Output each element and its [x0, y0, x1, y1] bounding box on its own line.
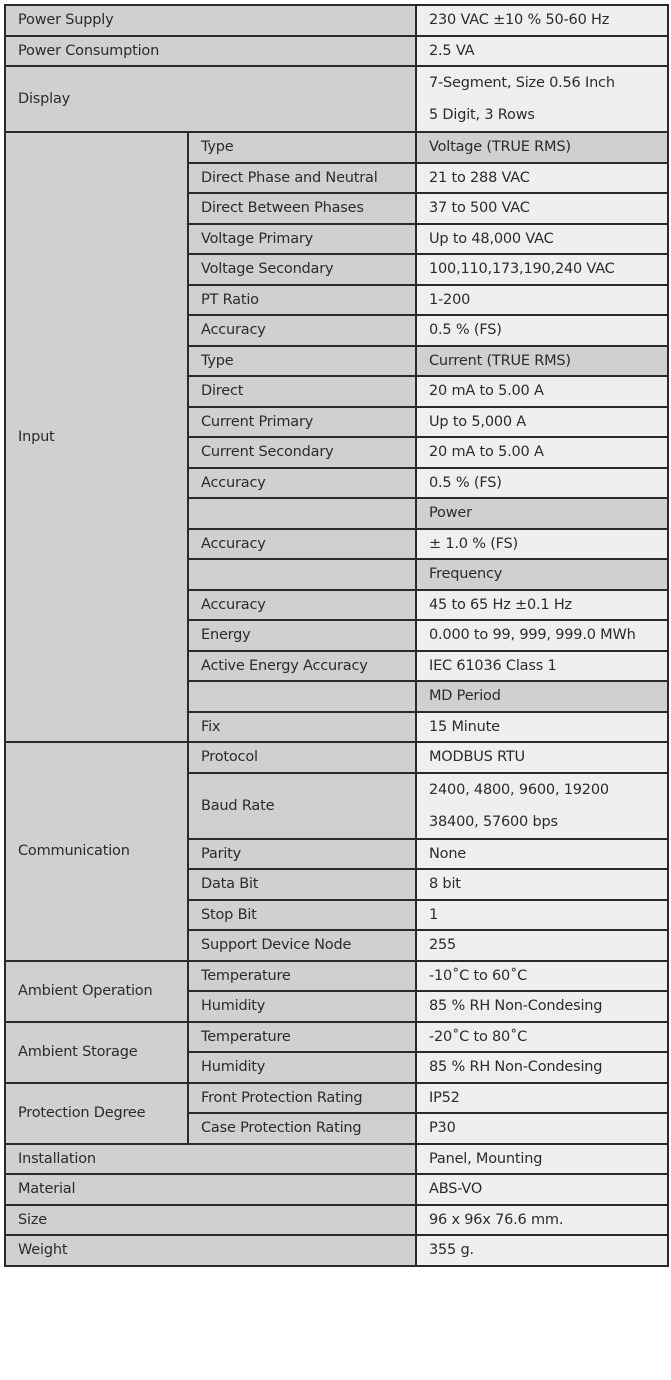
spec-sub-label: Direct [188, 376, 416, 407]
spec-value [416, 66, 668, 132]
spec-sub-label: Data Bit [188, 869, 416, 900]
spec-row-material [5, 1174, 668, 1205]
spec-row-power-consumption [5, 36, 668, 67]
spec-sub-label: Direct Between Phases [188, 193, 416, 224]
spec-sub-label: Humidity [188, 991, 416, 1022]
spec-value: 8 bit [416, 869, 668, 900]
spec-sub-label: Accuracy [188, 529, 416, 560]
spec-value: 15 Minute [416, 712, 668, 743]
spec-value-line: 2400, 4800, 9600, 19200 [429, 781, 609, 798]
spec-value-line: 7-Segment, Size 0.56 Inch [429, 75, 615, 91]
spec-sub-label: Parity [188, 839, 416, 870]
spec-sub-label: Active Energy Accuracy [188, 651, 416, 682]
spec-sub-label: Front Protection Rating [188, 1083, 416, 1114]
spec-section-header: Frequency [416, 559, 668, 590]
spec-value: 96 x 96x 76.6 mm. [416, 1205, 668, 1236]
spec-value: IP52 [416, 1083, 668, 1114]
spec-value: 20 mA to 5.00 A [416, 376, 668, 407]
spec-sub-label: PT Ratio [188, 285, 416, 316]
spec-sub-label: Voltage Secondary [188, 254, 416, 285]
spec-value-line: 38400, 57600 bps [429, 813, 558, 830]
spec-value: -20˚C to 80˚C [416, 1022, 668, 1053]
spec-value: 1 [416, 900, 668, 931]
spec-row-installation [5, 1144, 668, 1175]
spec-value [416, 773, 668, 839]
spec-label: Installation [5, 1144, 416, 1175]
spec-value: 85 % RH Non-Condesing [416, 991, 668, 1022]
spec-sub-label: Current Secondary [188, 437, 416, 468]
spec-value: P30 [416, 1113, 668, 1144]
spec-sub-label: Accuracy [188, 315, 416, 346]
spec-sub-label: Energy [188, 620, 416, 651]
spec-sub-label: Baud Rate [188, 773, 416, 839]
spec-label: Material [5, 1174, 416, 1205]
spec-value: IEC 61036 Class 1 [416, 651, 668, 682]
spec-value: 37 to 500 VAC [416, 193, 668, 224]
specification-table [4, 4, 669, 1267]
spec-group-label: Input [5, 132, 188, 742]
spec-sub-label: Type [188, 346, 416, 377]
spec-sub-label: Fix [188, 712, 416, 743]
spec-row-size [5, 1205, 668, 1236]
spec-sub-label: Accuracy [188, 590, 416, 621]
spec-group-ambient-operation-row [5, 961, 668, 992]
spec-label: Power Consumption [5, 36, 416, 67]
spec-sub-label: Type [188, 132, 416, 163]
spec-sub-label [188, 498, 416, 529]
spec-value: None [416, 839, 668, 870]
spec-value: Up to 48,000 VAC [416, 224, 668, 255]
spec-sub-label: Stop Bit [188, 900, 416, 931]
spec-group-label: Communication [5, 742, 188, 961]
spec-value-line: 5 Digit, 3 Rows [429, 107, 535, 123]
spec-sub-label: Support Device Node [188, 930, 416, 961]
spec-value: 20 mA to 5.00 A [416, 437, 668, 468]
spec-value: 1-200 [416, 285, 668, 316]
spec-value: 21 to 288 VAC [416, 163, 668, 194]
spec-sub-label: Temperature [188, 961, 416, 992]
spec-section-header: MD Period [416, 681, 668, 712]
spec-row-display [5, 66, 668, 132]
spec-sub-label [188, 559, 416, 590]
spec-row-power-supply [5, 5, 668, 36]
spec-value: 0.5 % (FS) [416, 315, 668, 346]
spec-value: ± 1.0 % (FS) [416, 529, 668, 560]
spec-value: ABS-VO [416, 1174, 668, 1205]
spec-group-label: Ambient Operation [5, 961, 188, 1022]
spec-value: 255 [416, 930, 668, 961]
spec-sub-label: Direct Phase and Neutral [188, 163, 416, 194]
spec-value: 230 VAC ±10 % 50-60 Hz [416, 5, 668, 36]
specification-table-body [5, 5, 668, 1266]
spec-value: 85 % RH Non-Condesing [416, 1052, 668, 1083]
spec-value: 0.5 % (FS) [416, 468, 668, 499]
spec-value: Up to 5,000 A [416, 407, 668, 438]
spec-group-protection-degree-row [5, 1083, 668, 1114]
spec-row-weight [5, 1235, 668, 1266]
spec-value: 2.5 VA [416, 36, 668, 67]
spec-value: 355 g. [416, 1235, 668, 1266]
spec-sub-label: Protocol [188, 742, 416, 773]
spec-value: MODBUS RTU [416, 742, 668, 773]
spec-group-ambient-storage-row [5, 1022, 668, 1053]
spec-label: Power Supply [5, 5, 416, 36]
spec-value: 45 to 65 Hz ±0.1 Hz [416, 590, 668, 621]
spec-label: Display [5, 66, 416, 132]
spec-sub-label: Accuracy [188, 468, 416, 499]
spec-section-header: Power [416, 498, 668, 529]
spec-sub-label [188, 681, 416, 712]
spec-section-header: Voltage (TRUE RMS) [416, 132, 668, 163]
spec-group-label: Ambient Storage [5, 1022, 188, 1083]
spec-group-input-row [5, 132, 668, 163]
spec-value: 100,110,173,190,240 VAC [416, 254, 668, 285]
spec-label: Weight [5, 1235, 416, 1266]
spec-label: Size [5, 1205, 416, 1236]
spec-value: 0.000 to 99, 999, 999.0 MWh [416, 620, 668, 651]
spec-sub-label: Case Protection Rating [188, 1113, 416, 1144]
spec-section-header: Current (TRUE RMS) [416, 346, 668, 377]
spec-sub-label: Temperature [188, 1022, 416, 1053]
spec-value: Panel, Mounting [416, 1144, 668, 1175]
spec-sub-label: Current Primary [188, 407, 416, 438]
spec-group-label: Protection Degree [5, 1083, 188, 1144]
spec-group-communication-row [5, 742, 668, 773]
spec-sub-label: Humidity [188, 1052, 416, 1083]
spec-value: -10˚C to 60˚C [416, 961, 668, 992]
spec-sub-label: Voltage Primary [188, 224, 416, 255]
